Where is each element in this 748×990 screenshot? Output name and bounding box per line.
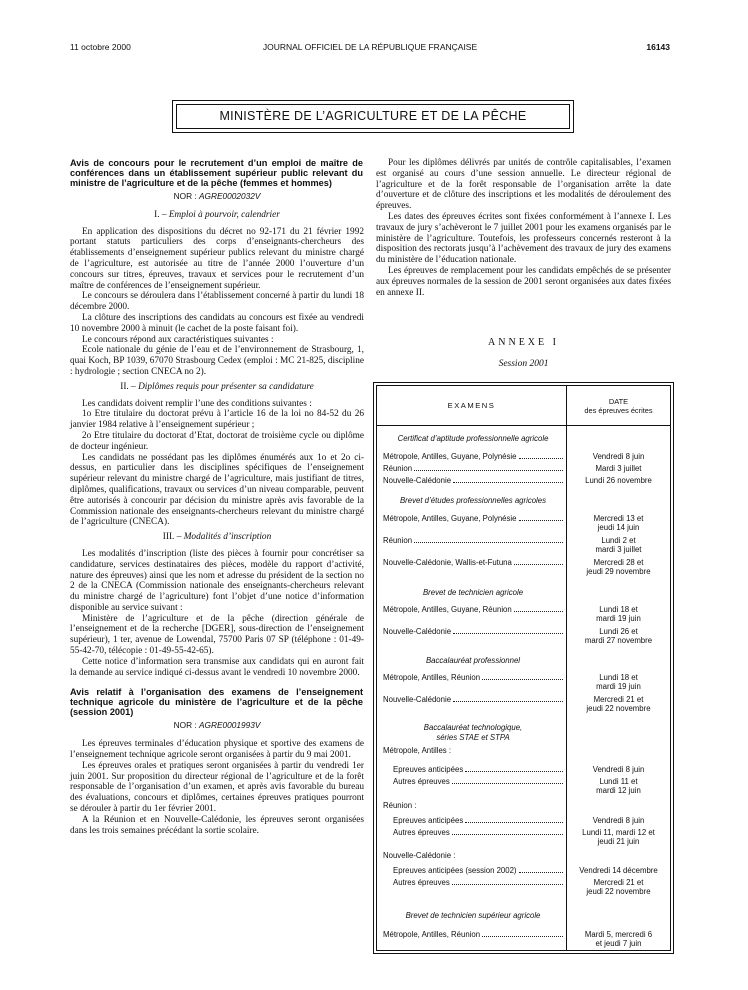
paragraph: Les dates des épreuves écrites sont fixées conformément à l’annexe I. Les travaux de jury s’achèveront le 7 juillet 2001 pour les examens organisés par le ministère de l’agriculture. Toutefois, les professeurs concernés resteront à la disposition des rectorats jusqu’à l’achèvement des travaux de jury des examens du ministère de l’éducation nationale. xyxy=(376,211,671,266)
annexe-heading: ANNEXE I xyxy=(488,337,559,349)
paragraph: 1o Etre titulaire du doctorat prévu à l’article 16 de la loi no 84-52 du 26 janvier 1984 relative à l’enseignement supérieur ; xyxy=(70,409,364,431)
row-date xyxy=(567,536,670,555)
row-label: Réunion xyxy=(383,464,413,473)
row-date xyxy=(567,605,670,624)
row-date-line: Vendredi 8 juin xyxy=(592,816,645,825)
table-header xyxy=(377,386,670,426)
table-row xyxy=(383,464,563,473)
table-row xyxy=(393,828,563,837)
leader-dots xyxy=(519,458,564,459)
table-row xyxy=(383,627,563,636)
table-row xyxy=(383,605,563,614)
paragraph: Cette notice d’information sera transmise aux candidats qui en auront fait la demande au service indiqué ci-dessus avant le vendredi 10 novembre 2000. xyxy=(70,656,364,678)
table-row xyxy=(393,765,563,774)
leader-dots xyxy=(514,611,563,612)
row-date-line: Mercredi 21 et xyxy=(593,695,644,704)
leader-dots xyxy=(514,564,563,565)
row-date-line: jeudi 22 novembre xyxy=(586,704,651,714)
paragraph: La clôture des inscriptions des candidats au concours est fixée au vendredi 10 novembre 2000 à minuit (le cachet de la poste faisant foi). xyxy=(70,312,364,334)
exam-category: Baccalauréat technologique, xyxy=(423,723,523,732)
paragraph: Ministère de l’agriculture et de la pêche (direction générale de l’enseignement et de la recherche [DGER], sous-direction de l’enseignement supérieur), 1 ter, avenue de Lowendal, 75700 Paris 07 SP (téléphone : 01-49-55-42-70, télécopie : 01-49-55-42-65). xyxy=(70,613,364,657)
col-header-examens: EXAMENS xyxy=(377,386,567,425)
leader-dots xyxy=(453,701,563,702)
row-label: Métropole, Antilles, Réunion xyxy=(383,673,481,682)
table-body xyxy=(377,426,670,950)
row-date-line: jeudi 29 novembre xyxy=(586,567,651,577)
paragraph: Les modalités d’inscription (liste des pièces à fournir pour concrétiser sa candidature, services destinataires des pièces, modèle du rapport d’activité, nature des épreuves) ainsi que les nom et adresse du président de la section no 2 de la CNECA (Commission nationale des enseignants-chercheurs relevant du ministre chargé de l’agriculture) font l’objet d’une notice d’information disponible au service suivant : xyxy=(70,548,364,613)
paragraph: Les épreuves terminales d’éducation physique et sportive des examens de l’enseignement technique agricole seront organisées à partir du 9 mai 2001. xyxy=(70,739,364,761)
table-row xyxy=(383,514,563,523)
avis-2-nor: NOR : AGRE0001993V xyxy=(173,720,261,731)
row-date-line: jeudi 21 juin xyxy=(597,837,640,847)
issue-date: 11 octobre 2000 xyxy=(70,42,131,52)
table-row xyxy=(383,476,563,485)
row-label: Métropole, Antilles, Réunion xyxy=(383,930,481,939)
row-date xyxy=(567,828,670,847)
row-date xyxy=(567,476,670,485)
leader-dots xyxy=(482,936,563,937)
row-date-line: Mercredi 28 et xyxy=(593,558,644,567)
table-row xyxy=(383,536,563,545)
table-row xyxy=(383,695,563,704)
row-date xyxy=(567,627,670,646)
row-date-line: jeudi 14 juin xyxy=(597,523,640,533)
row-label: Epreuves anticipées (session 2002) xyxy=(393,866,517,875)
exam-category: Brevet de technicien agricole xyxy=(422,588,524,597)
leader-dots xyxy=(453,633,563,634)
leader-dots xyxy=(452,783,563,784)
row-label: Nouvelle-Calédonie xyxy=(383,627,452,636)
page-number: 16143 xyxy=(646,42,670,52)
exam-dates-table xyxy=(376,385,671,951)
leader-dots xyxy=(465,771,563,772)
avis-1-title: Avis de concours pour le recrutement d’un emploi de maître de conférences dans un établissement supérieur public relevant du ministre de l’agriculture et de la pêche (femmes et hommes) xyxy=(70,158,363,188)
exam-category: Brevet de technicien supérieur agricole xyxy=(405,911,541,920)
row-date-line: Mercredi 21 et xyxy=(593,878,644,887)
paragraph: Les candidats doivent remplir l’une des conditions suivantes : xyxy=(82,398,312,409)
row-label: Autres épreuves xyxy=(393,777,450,786)
right-column xyxy=(376,158,671,380)
exam-category: Baccalauréat professionnel xyxy=(425,656,521,665)
row-date-line: mardi 12 juin xyxy=(596,786,641,796)
table-row xyxy=(383,452,563,461)
row-label: Nouvelle-Calédonie xyxy=(383,695,452,704)
table-row xyxy=(383,673,563,682)
section-1-heading: I. – Emploi à pourvoir, calendrier xyxy=(154,209,280,220)
leader-dots xyxy=(519,872,563,873)
row-date-line: jeudi 22 novembre xyxy=(586,887,651,897)
leader-dots xyxy=(465,822,563,823)
session-heading: Session 2001 xyxy=(498,359,549,370)
col-header-date: DATE des épreuves écrites xyxy=(584,397,653,415)
paragraph: Le concours se déroulera dans l’établissement concerné à partir du lundi 18 décembre 2000. xyxy=(70,291,364,313)
leader-dots xyxy=(482,679,563,680)
row-date xyxy=(567,452,670,461)
paragraph: Ecole nationale du génie de l’eau et de l’environnement de Strasbourg, 1, quai Koch, BP 1039, 67070 Strasbourg Cedex (emploi : MC 21-825, discipline : hydrologie ; section CNECA no 2). xyxy=(70,345,364,377)
section-2-heading: II. – Diplômes requis pour présenter sa candidature xyxy=(120,381,314,392)
exam-category: Certificat d’aptitude professionnelle agricole xyxy=(397,434,549,443)
page-header xyxy=(70,42,670,56)
row-date xyxy=(567,765,670,774)
paragraph: Les épreuves de remplacement pour les candidats empêchés de se présenter aux épreuves normales de la session de 2001 seront organisées aux dates fixées en annexe II. xyxy=(376,265,671,298)
row-date-line: Mardi 3 juillet xyxy=(595,464,642,473)
row-date xyxy=(567,777,670,796)
exam-category: séries STAE et STPA xyxy=(436,733,510,742)
row-date-line: Lundi 26 novembre xyxy=(585,476,652,485)
exam-category: Brevet d’études professionnelles agricoles xyxy=(399,496,547,505)
paragraph: En application des dispositions du décret no 92-171 du 21 février 1992 portant statuts particuliers des corps d’enseignants-chercheurs des établissements d’enseignement supérieur publics relevant du ministre chargé de l’agriculture, est autorisée au titre de l’année 2000 l’ouverture d’un concours sur titres, épreuves, travaux et services pour le recrutement d’un maître de conférences de l’enseignement supérieur. xyxy=(70,226,364,291)
row-date-line: mardi 19 juin xyxy=(596,614,641,624)
row-label: Métropole, Antilles, Guyane, Polynésie xyxy=(383,514,517,523)
row-date-line: mardi 3 juillet xyxy=(595,545,642,555)
leader-dots xyxy=(452,884,563,885)
table-row xyxy=(393,777,563,786)
row-label: Réunion xyxy=(383,536,413,545)
row-date-line: Lundi 11 et xyxy=(599,777,638,786)
row-label: Epreuves anticipées xyxy=(393,765,464,774)
row-date xyxy=(567,816,670,825)
table-row xyxy=(383,930,563,939)
exam-region: Nouvelle-Calédonie : xyxy=(383,851,456,860)
row-date-line: Lundi 26 et xyxy=(599,627,638,636)
avis-2-title: Avis relatif à l’organisation des examens de l’enseignement technique agricole du ministère de l’agriculture et de la pêche (session 2001) xyxy=(70,687,363,718)
paragraph: Le concours répond aux caractéristiques suivantes : xyxy=(82,334,274,345)
row-date xyxy=(567,695,670,714)
journal-title: JOURNAL OFFICIEL DE LA RÉPUBLIQUE FRANÇAISE xyxy=(262,42,478,52)
row-date-line: et jeudi 7 juin xyxy=(595,939,642,949)
row-date-line: mardi 19 juin xyxy=(596,682,641,692)
paragraph: Les épreuves orales et pratiques seront organisées à partir du vendredi 1er juin 2001. Sur proposition du directeur régional de l’agriculture et de la forêt responsable de l’organisation d’un examen, et après avis favorable du bureau des évaluations, concours et diplômes, certaines épreuves pratiques pourront se dérouler à partir du 1er février 2001. xyxy=(70,760,364,815)
row-label: Nouvelle-Calédonie, Wallis-et-Futuna xyxy=(383,558,512,567)
row-label: Métropole, Antilles, Guyane, Réunion xyxy=(383,605,512,614)
row-date xyxy=(567,866,670,875)
row-date xyxy=(567,930,670,949)
paragraph: A la Réunion et en Nouvelle-Calédonie, les épreuves seront organisées dans les trois semaines précédant la sortie scolaire. xyxy=(70,814,364,836)
left-column xyxy=(70,158,364,836)
paragraph: Les candidats ne possédant pas les diplômes énumérés aux 1o et 2o ci-dessus, en particulier dans les disciplines spécifiques de l’enseignement supérieur relevant du ministre chargé de l’agriculture, mais justifiant de titres, diplômes, qualifications, travaux ou services d’un niveau comparable, peuvent être autorisés à concourir par décision du ministre après avis favorable de la Commission nationale des enseignants-chercheurs relevant du ministre chargé de l’agriculture (CNECA). xyxy=(70,452,364,528)
leader-dots xyxy=(452,834,563,835)
leader-dots xyxy=(519,520,564,521)
avis-1-nor: NOR : AGRE0002032V xyxy=(173,191,261,201)
row-date-line: Lundi 18 et xyxy=(599,673,638,682)
row-label: Epreuves anticipées xyxy=(393,816,464,825)
row-date-line: Vendredi 8 juin xyxy=(592,765,645,774)
row-date-line: Mardi 5, mercredi 6 xyxy=(584,930,653,939)
row-date xyxy=(567,673,670,692)
row-date xyxy=(567,878,670,897)
paragraph: Pour les diplômes délivrés par unités de contrôle capitalisables, l’examen est organisé au cours d’une session annuelle. Le directeur régional de l’agriculture et de la forêt responsable de l’organisation arrête la date d’ouverture et de clôture des inscriptions et les modalités de déroulement des épreuves. xyxy=(376,158,671,212)
leader-dots xyxy=(414,470,563,471)
table-row xyxy=(383,558,563,567)
section-3-heading: III. – Modalités d’inscription xyxy=(162,532,272,543)
row-label: Métropole, Antilles, Guyane, Polynésie xyxy=(383,452,517,461)
table-row xyxy=(393,878,563,887)
exam-region: Réunion : xyxy=(383,801,417,810)
row-date-line: mardi 27 novembre xyxy=(584,636,653,646)
row-label: Autres épreuves xyxy=(393,828,450,837)
ministry-banner: MINISTÈRE DE L’AGRICULTURE ET DE LA PÊCHE xyxy=(176,104,570,129)
row-label: Autres épreuves xyxy=(393,878,450,887)
row-date-line: Vendredi 8 juin xyxy=(592,452,645,461)
row-date-line: Lundi 11, mardi 12 et xyxy=(582,828,655,837)
row-date-line: Lundi 2 et xyxy=(601,536,636,545)
paragraph: 2o Etre titulaire du doctorat d’Etat, doctorat de troisième cycle ou diplôme de docteur ingénieur. xyxy=(70,430,364,452)
table-row xyxy=(393,816,563,825)
row-date xyxy=(567,464,670,473)
table-row xyxy=(393,866,563,875)
leader-dots xyxy=(414,542,563,543)
row-label: Nouvelle-Calédonie xyxy=(383,476,452,485)
row-date-line: Mercredi 13 et xyxy=(593,514,644,523)
row-date-line: Lundi 18 et xyxy=(599,605,638,614)
row-date-line: Vendredi 14 décembre xyxy=(579,866,658,875)
leader-dots xyxy=(453,482,563,483)
exam-region: Métropole, Antilles : xyxy=(383,746,452,755)
row-date xyxy=(567,514,670,533)
row-date xyxy=(567,558,670,577)
